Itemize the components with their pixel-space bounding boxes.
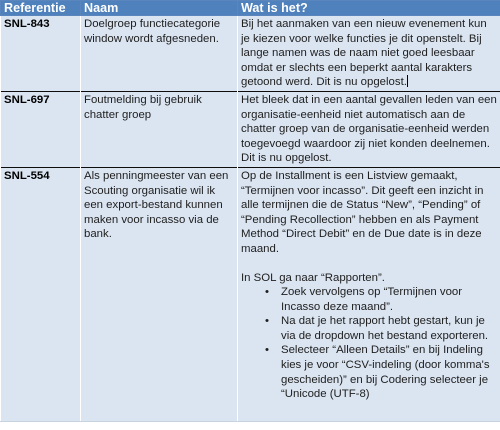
name-cell: Als penningmeester van een Scouting organisatie wil ik een export-bestand kunnen maken voor incasso via de bank.: [81, 167, 238, 421]
instruction-list: [241, 285, 497, 402]
list-item-text: Zoek vervolgens op “Termijnen voor Incasso deze maand”.: [281, 286, 463, 313]
description-text: Bij het aanmaken van een nieuw evenement kun je kiezen voor welke functies je dit openstelt. Bij lange namen was de naam niet goed leesbaar omdat er slechts een beperkt aantal karakters getoond werd. Dit is nu opgelost.: [241, 18, 487, 89]
list-item: [265, 314, 497, 343]
list-item-text: Na dat je het rapport hebt gestart, kun je via de dropdown het bestand exporteren.: [281, 315, 489, 342]
name-cell: Doelgroep functiecategorie window wordt afgesneden.: [81, 16, 238, 92]
bullet-icon: •: [265, 315, 269, 328]
list-item: [265, 285, 497, 314]
description-cell: [238, 167, 500, 421]
description-cell: Het bleek dat in een aantal gevallen leden van een organisatie-eenheid niet automatisch aan de chatter groep van de organisatie-eenheid werden toegevoegd waardoor zij niet konden deelnemen. Dit is nu opgelost.: [238, 91, 500, 167]
ref-id: SNL-697: [4, 93, 50, 106]
ref-id: SNL-843: [4, 18, 50, 30]
ref-cell: [1, 91, 81, 167]
ref-cell: [1, 16, 81, 92]
header-what: Wat is het?: [238, 1, 500, 16]
bullet-icon: •: [265, 344, 269, 357]
header-row: [1, 1, 500, 16]
description-intro: Op de Installment is een Listview gemaakt, “Termijnen voor incasso”. Dit geeft een inzicht in alle termijnen die de Status “New”, “Pending” of “Pending Recollection” hebben en als Payment Method “Direct Debit” en de Due date is in deze maand.: [241, 169, 484, 255]
description-step: In SOL ga naar “Rapporten”.: [241, 271, 385, 284]
text-cursor: [407, 75, 408, 87]
table-row: [1, 91, 500, 167]
ref-id: SNL-554: [4, 169, 50, 182]
header-ref: Referentie: [1, 1, 81, 16]
bullet-icon: •: [265, 286, 269, 299]
table-row: [1, 167, 500, 421]
list-item-text: Selecteer “Alleen Details” en bij Indeling kies je voor “CSV-indeling (door komma's gescheiden)” en bij Codering selecteer je “Unicode (UTF-8): [281, 344, 490, 401]
name-cell: Foutmelding bij gebruik chatter groep: [81, 91, 238, 167]
list-item: [265, 343, 497, 401]
description-cell: [238, 16, 500, 92]
ref-cell: [1, 167, 81, 421]
table-row: [1, 16, 500, 92]
header-name: Naam: [81, 1, 238, 16]
